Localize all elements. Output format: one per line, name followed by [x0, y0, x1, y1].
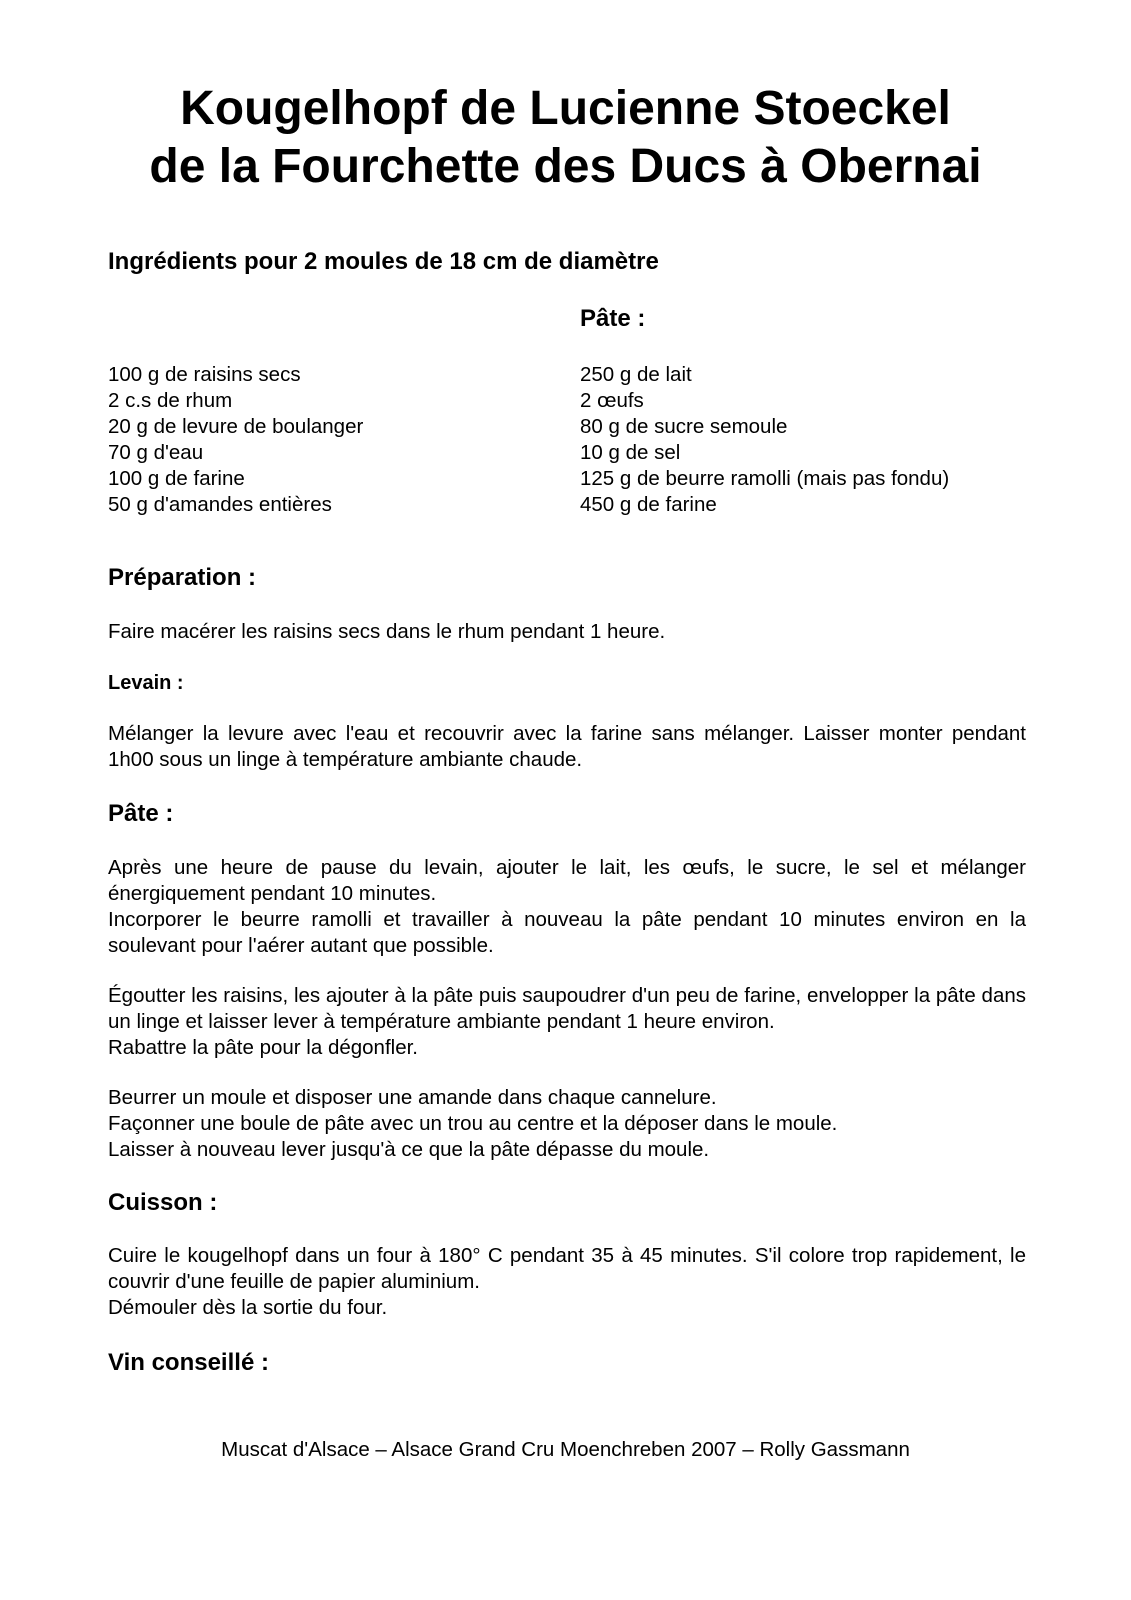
list-item: 2 œufs [580, 389, 644, 412]
pate-paragraph-1 [108, 855, 1026, 959]
ingredients-list-right [580, 362, 949, 518]
paragraph-line: Beurrer un moule et disposer une amande dans chaque cannelure. [108, 1086, 717, 1109]
list-item: 20 g de levure de boulanger [108, 415, 364, 438]
paragraph-line: Façonner une boule de pâte avec un trou au centre et la déposer dans le moule. [108, 1112, 838, 1135]
paragraph-line: Laisser à nouveau lever jusqu'à ce que la pâte dépasse du moule. [108, 1138, 710, 1161]
list-item: 10 g de sel [580, 441, 681, 464]
list-item: 70 g d'eau [108, 441, 204, 464]
preparation-intro: Faire macérer les raisins secs dans le rhum pendant 1 heure. [108, 620, 666, 643]
paragraph-line: Incorporer le beurre ramolli et travailler à nouveau la pâte pendant 10 minutes environ en la soulevant pour l'aérer autant que possible. [108, 908, 1026, 957]
paragraph-line: Démouler dès la sortie du four. [108, 1296, 388, 1319]
paragraph-line: Mélanger la levure avec l'eau et recouvrir avec la farine sans mélanger. Laisser monter pendant 1h00 sous un linge à température ambiante chaude. [108, 722, 1026, 771]
paragraph-line: Après une heure de pause du levain, ajouter le lait, les œufs, le sucre, le sel et mélanger énergiquement pendant 10 minutes. [108, 856, 1026, 905]
ingredients-heading: Ingrédients pour 2 moules de 18 cm de diamètre [108, 248, 659, 275]
list-item: 80 g de sucre semoule [580, 415, 788, 438]
paragraph-line: Rabattre la pâte pour la dégonfler. [108, 1036, 418, 1059]
pate-paragraph-2 [108, 983, 1026, 1061]
cuisson-heading: Cuisson : [108, 1189, 218, 1216]
list-item: 125 g de beurre ramolli (mais pas fondu) [580, 467, 950, 490]
page-title [0, 80, 1131, 196]
levain-paragraph [108, 721, 1026, 773]
list-item: 50 g d'amandes entières [108, 493, 332, 516]
cuisson-paragraph [108, 1243, 1026, 1321]
ingredients-list-left [108, 362, 363, 518]
paragraph-line: Cuire le kougelhopf dans un four à 180° C pendant 35 à 45 minutes. S'il colore trop rapidement, le couvrir d'une feuille de papier aluminium. [108, 1244, 1026, 1293]
preparation-heading: Préparation : [108, 564, 257, 591]
list-item: 2 c.s de rhum [108, 389, 233, 412]
wine-recommendation: Muscat d'Alsace – Alsace Grand Cru Moenchreben 2007 – Rolly Gassmann [221, 1438, 910, 1461]
list-item: 250 g de lait [580, 363, 692, 386]
pate-heading: Pâte : [108, 800, 174, 827]
pate-ingredients-heading: Pâte : [580, 305, 646, 332]
list-item: 100 g de raisins secs [108, 363, 301, 386]
pate-paragraph-3 [108, 1085, 1026, 1163]
list-item: 450 g de farine [580, 493, 717, 516]
levain-heading: Levain : [108, 672, 184, 694]
vin-heading: Vin conseillé : [108, 1349, 269, 1376]
title-line-2: de la Fourchette des Ducs à Obernai [149, 140, 982, 193]
title-line-1: Kougelhopf de Lucienne Stoeckel [180, 82, 951, 135]
paragraph-line: Égoutter les raisins, les ajouter à la pâte puis saupoudrer d'un peu de farine, envelopper la pâte dans un linge et laisser lever à température ambiante pendant 1 heure environ. [108, 984, 1026, 1033]
list-item: 100 g de farine [108, 467, 245, 490]
